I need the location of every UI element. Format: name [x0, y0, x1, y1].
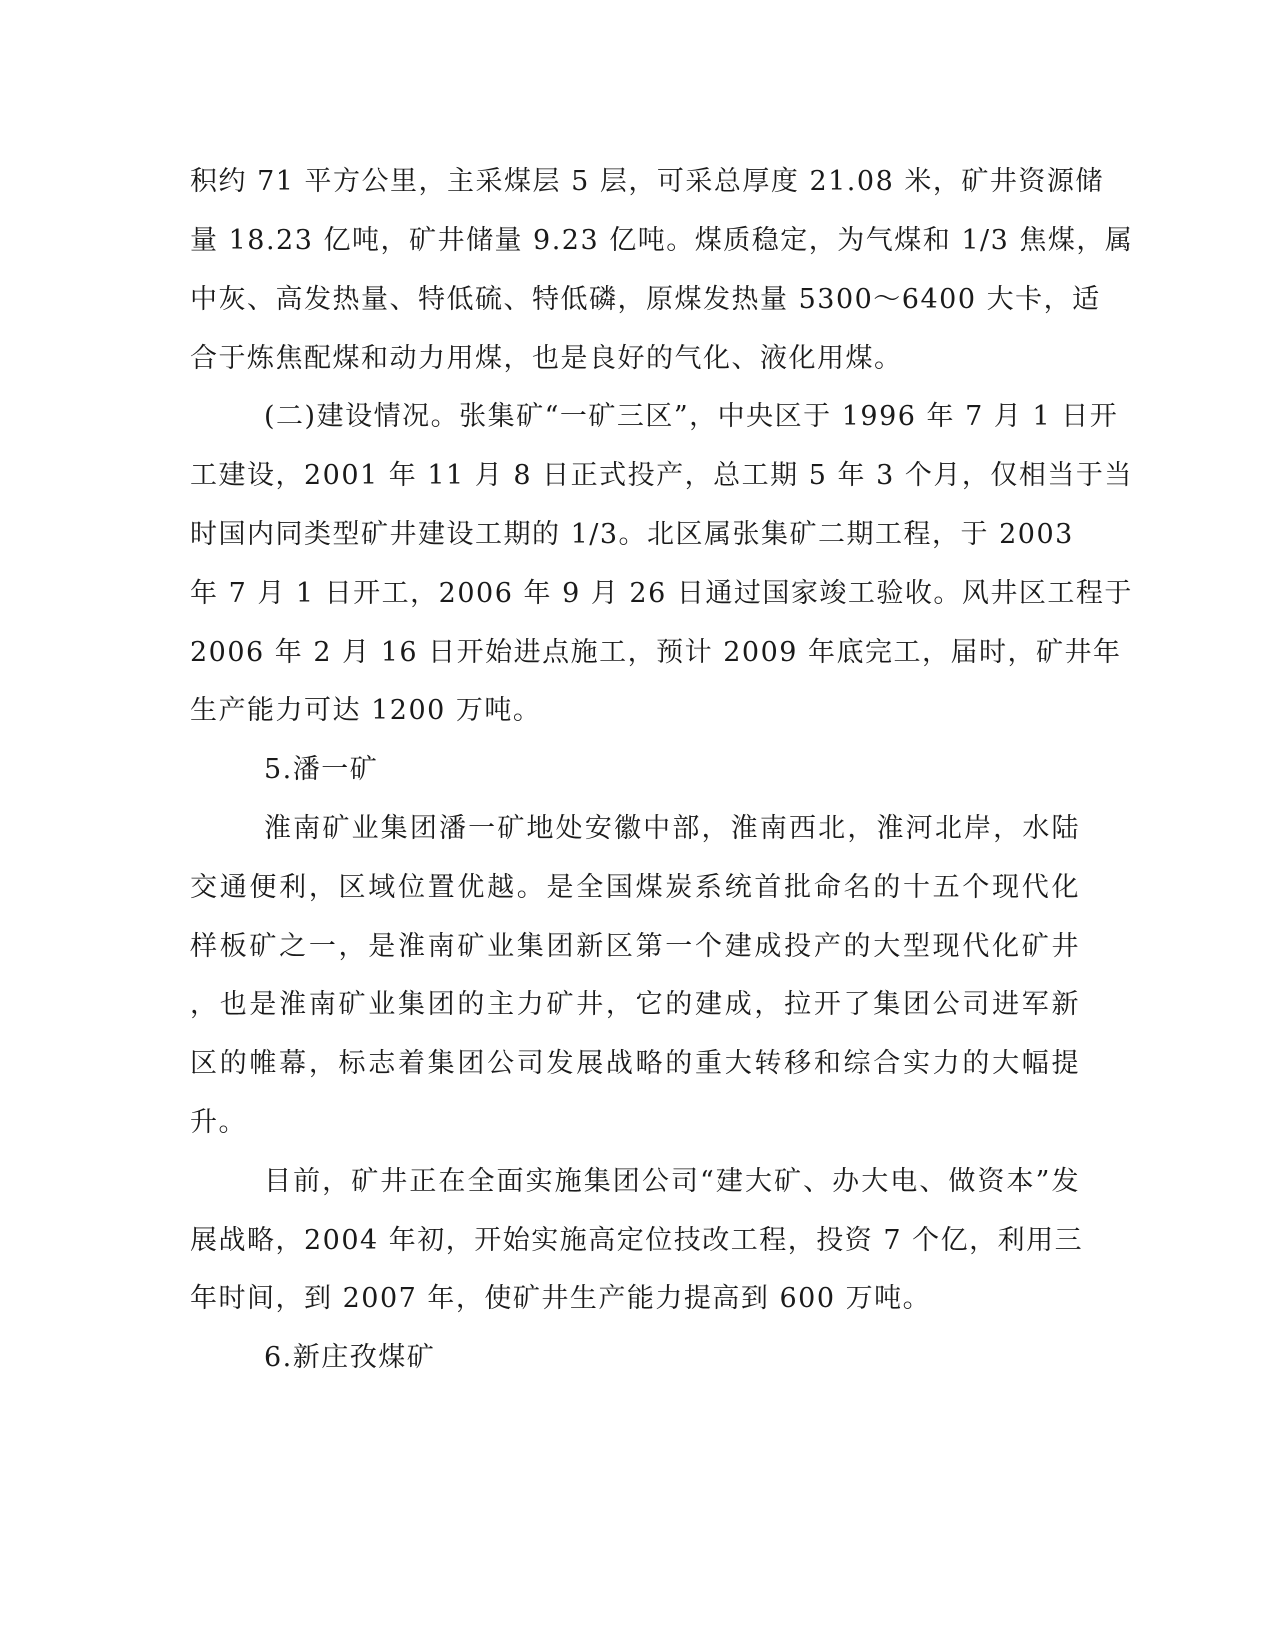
text-line: 年 7 月 1 日开工，2006 年 9 月 26 日通过国家竣工验收。风井区工程于 — [190, 578, 1133, 609]
section-heading: 5.潘一矿 — [264, 754, 379, 785]
text-line: 2006 年 2 月 16 日开始进点施工，预计 2009 年底完工，届时，矿井年 — [190, 637, 1122, 668]
text-line: 合于炼焦配煤和动力用煤，也是良好的气化、液化用煤。 — [190, 343, 903, 374]
text-line: 样板矿之一，是淮南矿业集团新区第一个建成投产的大型现代化矿井 — [190, 931, 1080, 962]
text-line: 时国内同类型矿井建设工期的 1/3。北区属张集矿二期工程，于 2003 — [190, 519, 1074, 550]
paragraph-start-line: (二)建设情况。张集矿“一矿三区”，中央区于 1996 年 7 月 1 日开 — [264, 401, 1119, 432]
text-line: 交通便利，区域位置优越。是全国煤炭系统首批命名的十五个现代化 — [190, 872, 1080, 903]
text-line: 积约 71 平方公里，主采煤层 5 层，可采总厚度 21.08 米，矿井资源储 — [190, 166, 1104, 197]
text-line: 生产能力可达 1200 万吨。 — [190, 695, 542, 726]
text-line: 展战略，2004 年初，开始实施高定位技改工程，投资 7 个亿，利用三 — [190, 1225, 1084, 1256]
text-line: 工建设，2001 年 11 月 8 日正式投产，总工期 5 年 3 个月，仅相当于当 — [190, 460, 1133, 491]
section-heading: 6.新庄孜煤矿 — [264, 1342, 436, 1373]
text-line: 区的帷幕，标志着集团公司发展战略的重大转移和综合实力的大幅提 — [190, 1048, 1080, 1079]
text-line: 年时间，到 2007 年，使矿井生产能力提高到 600 万吨。 — [190, 1283, 932, 1314]
text-line: 中灰、高发热量、特低硫、特低磷，原煤发热量 5300～6400 大卡，适 — [190, 284, 1101, 315]
paragraph-start-line: 淮南矿业集团潘一矿地处安徽中部，淮南西北，淮河北岸，水陆 — [264, 813, 1080, 844]
text-line: 量 18.23 亿吨，矿井储量 9.23 亿吨。煤质稳定，为气煤和 1/3 焦煤，属 — [190, 225, 1134, 256]
text-line: ，也是淮南矿业集团的主力矿井，它的建成，拉开了集团公司进军新 — [190, 989, 1080, 1020]
paragraph-start-line: 目前，矿井正在全面实施集团公司“建大矿、办大电、做资本”发 — [264, 1166, 1080, 1197]
text-line: 升。 — [190, 1107, 247, 1138]
